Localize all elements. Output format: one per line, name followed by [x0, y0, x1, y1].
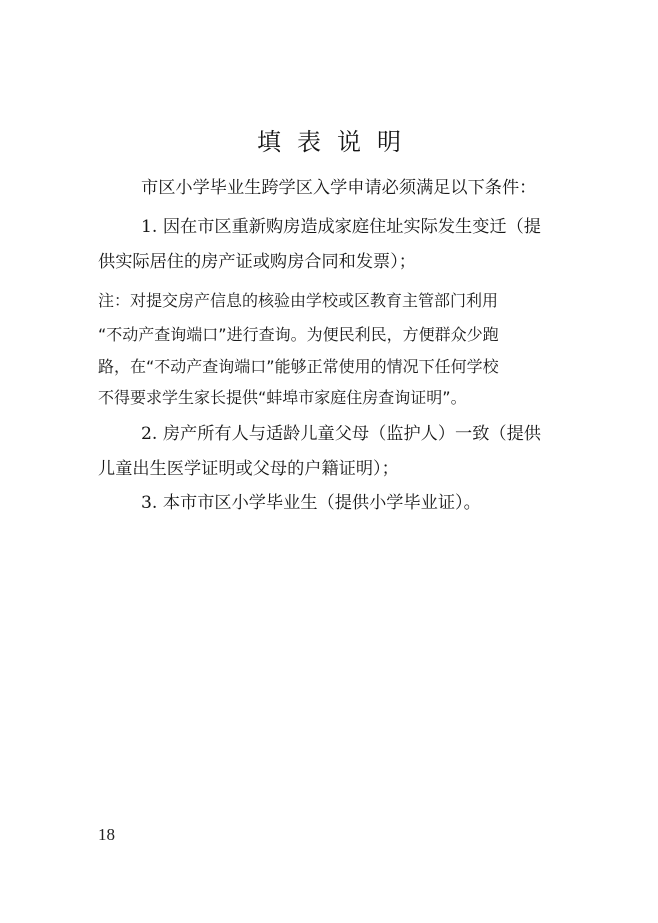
note-line-1: 注：对提交房产信息的核验由学校或区教育主管部门利用	[98, 291, 499, 310]
intro-text: 市区小学毕业生跨学区入学申请必须满足以下条件：	[141, 178, 537, 198]
note-line-4: 不得要求学生家长提供“蚌埠市家庭住房查询证明”。	[98, 388, 467, 407]
item-1-line-2: 供实际居住的房产证或购房合同和发票）；	[98, 252, 416, 272]
note-line-3: 路，在“不动产查询端口”能够正常使用的情况下任何学校	[98, 357, 499, 376]
item-2-line-1: 2. 房产所有人与适龄儿童父母（监护人）一致（提供	[141, 424, 541, 444]
page-title: 填表说明	[257, 128, 417, 156]
item-3-line-1: 3. 本市市区小学毕业生（提供小学毕业证）。	[141, 493, 481, 513]
page-number: 18	[98, 825, 115, 844]
item-1-line-1: 1. 因在市区重新购房造成家庭住址实际发生变迁（提	[141, 217, 541, 237]
item-2-line-2: 儿童出生医学证明或父母的户籍证明）；	[98, 459, 399, 479]
note-line-2: “不动产查询端口”进行查询。为便民利民，方便群众少跑	[98, 325, 499, 344]
